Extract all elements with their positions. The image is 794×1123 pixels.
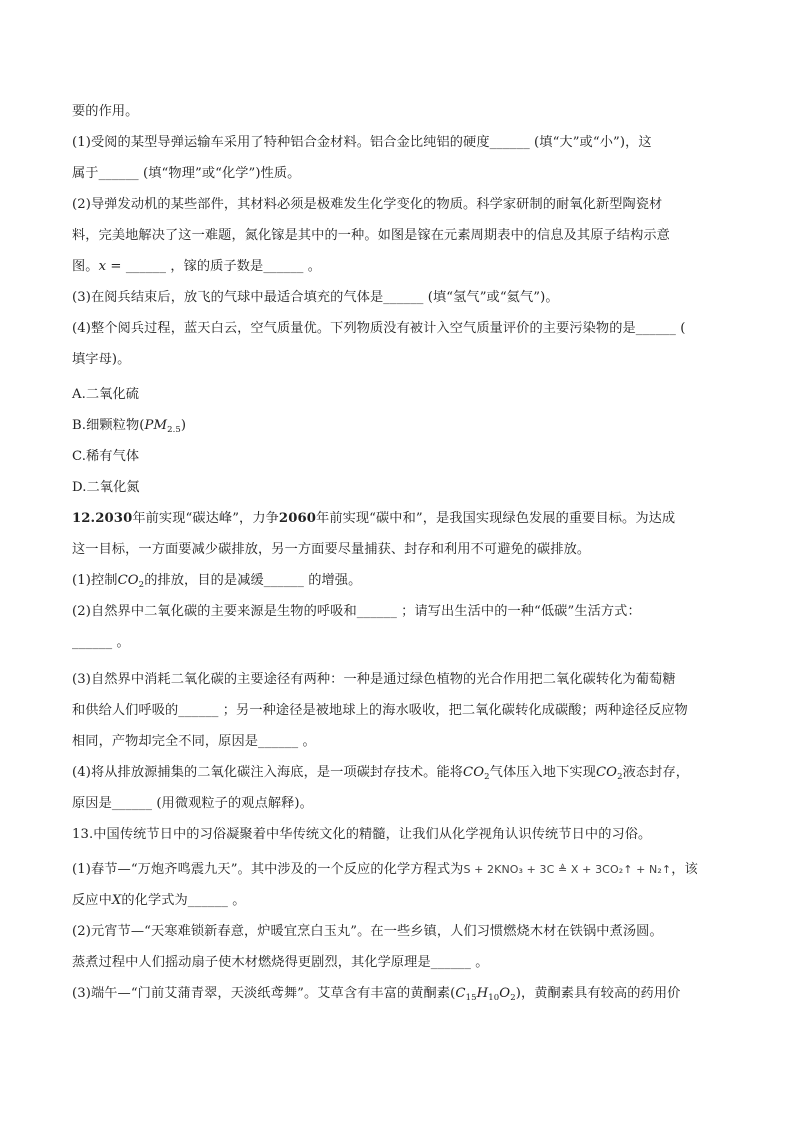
text-line: (3)在阅兵结束后，放飞的气球中最适合填充的气体是______ (填“氢气”或“氦气”)。 (72, 290, 559, 305)
subscript: 2 (510, 993, 516, 1003)
math-formula: CO (595, 765, 618, 780)
option-b (72, 410, 722, 441)
text-line (72, 251, 722, 282)
math-variable: PM (144, 418, 168, 433)
question-12 (72, 503, 722, 534)
text-line: 蒸煮过程中人们摇动扇子使木材燃烧得更剧烈，其化学原理是______ 。 (72, 955, 489, 970)
subscript: 15 (465, 993, 477, 1003)
text-fragment: )，黄酮素具有较高的药用价 (515, 986, 681, 1001)
math-formula: CO (463, 765, 485, 780)
text-fragment: 年前实现“碳达峰”，力争 (132, 511, 279, 526)
text-fragment: 年前实现“碳中和”，是我国实现绿色发展的重要目标。为达成 (316, 511, 676, 526)
text-line: ______ 。 (72, 635, 130, 650)
text-line (72, 885, 722, 916)
question-13: 13.中国传统节日中的习俗凝聚着中华传统文化的精髓，让我们从化学视角认识传统节日中的习俗。 (72, 827, 652, 842)
text-line (72, 978, 722, 1009)
option-d: D.二氧化氮 (72, 480, 140, 495)
text-line: 填字母)。 (72, 352, 131, 367)
text-line (72, 757, 722, 788)
option-c: C.稀有气体 (72, 449, 140, 464)
text-fragment: 液态封存， (622, 765, 690, 780)
text-line: 属于______ (填“物理”或“化学”)性质。 (72, 166, 301, 181)
text-fragment: (1)控制 (72, 573, 118, 588)
text-line (72, 854, 722, 885)
text-fragment: 反应中 (72, 893, 112, 908)
text-fragment: 图。 (72, 259, 99, 274)
chemical-equation: S + 2KNO₃ + 3C ≜ X + 3CO₂↑ + N₂↑ (463, 863, 672, 876)
text-fragment: (1)春节—“万炮齐鸣震九天”。其中涉及的一个反应的化学方程式为 (72, 862, 464, 877)
document-page (72, 96, 722, 1009)
math-formula: C (455, 986, 466, 1001)
year: 2060 (278, 511, 317, 526)
math-variable: X (111, 893, 122, 908)
math-variable: x (98, 259, 107, 274)
text-fragment: = ______ ，镓的质子数是______ 。 (106, 259, 322, 274)
text-line: 要的作用。 (72, 104, 139, 119)
option-a: A.二氧化硫 (72, 387, 140, 402)
text-line: (4)整个阅兵过程，蓝天白云，空气质量优。下列物质没有被计入空气质量评价的主要污染物的是______ ( (72, 321, 686, 336)
text-line: (2)导弹发动机的某些部件，其材料必须是极难发生化学变化的物质。科学家研制的耐氧化新型陶瓷材 (72, 197, 663, 212)
text-fragment: (4)将从排放源捕集的二氧化碳注入海底，是一项碳封存技术。能将 (72, 765, 464, 780)
subscript: 2 (617, 772, 623, 782)
math-formula: O (499, 986, 511, 1001)
text-line: 料，完美地解决了这一难题，氮化镓是其中的一种。如图是镓在元素周期表中的信息及其原子结构示意 (72, 228, 670, 243)
text-fragment: B.细颗粒物( (72, 418, 145, 433)
subscript: 2 (138, 580, 145, 590)
subscript: 2 (484, 772, 490, 782)
text-fragment: 的化学式为______ 。 (121, 893, 246, 908)
text-line: (1)受阅的某型导弹运输车采用了特种铝合金材料。铝合金比纯铝的硬度______ (填“大”或“小”)，这 (72, 135, 652, 150)
text-line (72, 565, 722, 596)
text-line: (2)元宵节—“天寒难锁新春意，炉暖宜烹白玉丸”。在一些乡镇，人们习惯燃烧木材在铁锅中煮汤圆。 (72, 924, 663, 939)
math-formula: CO (117, 573, 139, 588)
year: 2030 (95, 511, 133, 526)
question-number: 12. (72, 511, 96, 526)
text-line: 和供给人们呼吸的______ ；另一种途径是被地球上的海水吸收，把二氧化碳转化成碳酸；两种途径反应物 (72, 703, 688, 718)
text-fragment: 气体压入地下实现 (489, 765, 596, 780)
math-formula: H (476, 986, 489, 1001)
text-fragment: 的排放，目的是减缓______ 的增强。 (144, 573, 362, 588)
text-line: 原因是______ (用微观粒子的观点解释)。 (72, 796, 313, 811)
text-line: (2)自然界中二氧化碳的主要来源是生物的呼吸和______ ；请写出生活中的一种“低碳”生活方式： (72, 604, 641, 619)
text-fragment: ，该 (671, 862, 698, 877)
text-fragment: ) (180, 418, 187, 433)
subscript: 2.5 (167, 425, 181, 435)
text-line: 这一目标，一方面要减少碳排放，另一方面要尽量捕获、封存和利用不可避免的碳排放。 (72, 542, 591, 557)
text-line: 相同，产物却完全不同，原因是______ 。 (72, 734, 316, 749)
subscript: 10 (488, 993, 500, 1003)
text-line: (3)自然界中消耗二氧化碳的主要途径有两种：一种是通过绿色植物的光合作用把二氧化碳转化为葡萄糖 (72, 672, 676, 687)
text-fragment: (3)端午—“门前艾蒲青翠，天淡纸鸢舞”。艾草含有丰富的黄酮素( (72, 986, 456, 1001)
